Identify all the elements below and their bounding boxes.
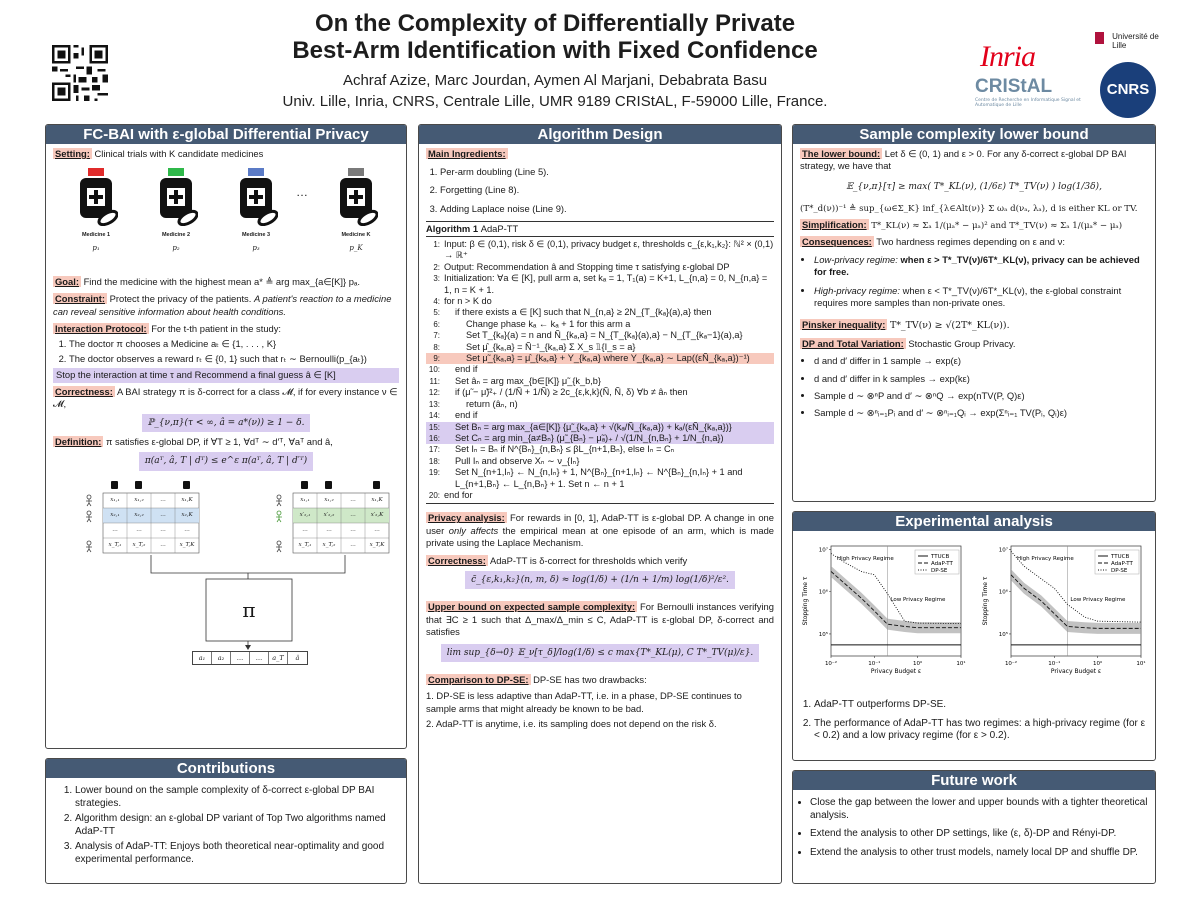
algorithm-line: [426, 262, 774, 273]
experimental-heading: Experimental analysis: [793, 512, 1155, 531]
line-text: if there exists a ∈ [K] such that N_{n,a} ≥ 2N_{T_{kₐ}(a),a} then: [455, 307, 712, 318]
algorithm-line: [426, 387, 774, 398]
future-item: • Extend the analysis to other trust models, namely local DP and shuffle DP.: [810, 847, 1148, 860]
line-text: Set Cₙ = arg min_{a≠Bₙ} (μ̃_{Bₙ} − μ̃ₐ)₊ / √(1/N_{n,Bₙ} + 1/N_{n,a}): [455, 432, 724, 443]
lower-bound-body: [793, 144, 1155, 428]
line-number: 11:: [429, 376, 440, 386]
contributions-list: [75, 785, 399, 866]
x-tick-label: 10¹: [1136, 661, 1146, 667]
line-text: Pull Iₙ and observe Xₙ ∼ ν_{Iₙ}: [455, 455, 580, 466]
upper-formula: lim sup_{δ→0} 𝔼_ν[τ_δ]/log(1/δ) ≤ c max{T*_KL(μ), C T*_TV(μ)/ε}.: [441, 644, 760, 662]
line-text: end if: [455, 410, 478, 421]
chart-right: [975, 538, 1150, 688]
protocol-text: For the t-th patient in the study:: [151, 322, 282, 334]
contributions-heading: Contributions: [46, 759, 406, 778]
annotation-high-privacy: High Privacy Regime: [1017, 556, 1074, 562]
fcbai-heading: FC-BAI with ε-global Differential Privacy: [46, 125, 406, 144]
line-text: Change phase kₐ ← kₐ + 1 for this arm a: [466, 318, 631, 329]
univ-lille-mark: [1095, 32, 1104, 44]
future-item: • Close the gap between the lower and upper bounds with a tighter theoretical analysis.: [810, 797, 1148, 822]
constraint-italic: A patient's reaction to a medicine can reveal sensitive information about health conditions.: [53, 293, 392, 317]
pinsker-row: [800, 319, 1148, 332]
experimental-item: 1. AdaP-TT outperforms DP-SE.: [814, 699, 1148, 712]
line-text: Set T_{kₐ}(a) = n and Ñ_{kₐ,a} = N_{T_{kₐ}(a),a} − N_{T_{kₐ−1}(a),a}: [466, 330, 743, 341]
definition-formula: π(aᵀ, â, T | dᵀ) ≤ e^ε π(aᵀ, â, T | d′ᵀ): [139, 452, 313, 470]
algorithm-line: [426, 410, 774, 421]
y-tick-label: 10⁷: [818, 547, 828, 554]
algorithm-title: [426, 221, 774, 237]
dptv-list: [814, 355, 1148, 419]
medicine-ellipsis: …: [296, 185, 308, 200]
table-cell: x₁,K: [371, 497, 383, 504]
medicine-bottle-icon: [234, 166, 278, 226]
simp-text: T*_KL(ν) ≈ Σₐ 1/(μₐ* − μₐ)² and T*_TV(ν) ≈ Σₐ 1/(μₐ* − μₐ): [871, 220, 1123, 231]
algorithm-line: [426, 456, 774, 467]
table-cell: x_T,K: [179, 542, 195, 549]
table-cell: …: [302, 527, 308, 534]
constraint-row: [53, 293, 399, 317]
algorithm-line: [426, 319, 774, 330]
line-text: Input: β ∈ (0,1), risk δ ∈ (0,1), privacy budget ε, thresholds c_{ε,k₁,k₂}: ℕ² × (0,1) → ℝ⁺: [444, 239, 774, 261]
line-number: 16:: [428, 433, 440, 443]
simp-label: Simplification:: [802, 218, 867, 230]
table-cell: x_T,K: [369, 542, 385, 549]
protocol-step: 2. The doctor observes a reward rₜ ∈ {0, 1} such that rₜ ∼ Bernoulli(p_{aₜ}): [69, 353, 399, 365]
algorithm-line: [426, 444, 774, 455]
line-number: 2:: [433, 262, 440, 272]
line-text: for n > K do: [444, 296, 492, 307]
table-cell: …: [374, 527, 380, 534]
compare-label: Comparison to DP-SE:: [428, 674, 529, 686]
lower-bound-panel: [792, 124, 1156, 502]
algorithm-heading: Algorithm Design: [419, 125, 781, 144]
line-text: Set âₙ = arg max_{b∈[K]} μ̃_{k_b,b}: [455, 375, 601, 386]
cons-row: [800, 236, 1148, 248]
table-cell: x′₂,₁: [299, 512, 311, 519]
cons-lead: High-privacy regime:: [814, 284, 900, 296]
table-cell: …: [112, 527, 118, 534]
dp-illustration: [53, 475, 399, 670]
ingredients-label: Main Ingredients:: [428, 148, 506, 159]
institution-logos: [965, 28, 1165, 123]
upper-bound: [426, 601, 774, 638]
ingredients-label-row: [426, 148, 774, 160]
poster-title: [230, 10, 880, 64]
dptv-item: • d and d′ differ in 1 sample → exp(ε): [814, 355, 1148, 367]
contributions-panel: [45, 758, 407, 884]
line-text: end for: [444, 489, 473, 500]
line-text: Set μ̂_{kₐ,a} = Ñ⁻¹_{kₐ,a} Σ X_s 𝟙{I_s = a}: [466, 341, 636, 352]
algorithm-line: [426, 422, 774, 433]
cons-item: [814, 254, 1148, 278]
annotation-low-privacy: Low Privacy Regime: [890, 597, 946, 603]
line-number: 18:: [428, 456, 440, 466]
cristal-label: CRIStAL: [975, 76, 1053, 97]
medicine-1: [71, 166, 121, 254]
output-cell: â: [295, 653, 300, 662]
y-tick-label: 10⁵: [818, 631, 828, 638]
medicine-bottle-icon: [154, 166, 198, 226]
setting-text: Clinical trials with K candidate medicines: [94, 148, 264, 159]
line-number: 5:: [433, 308, 440, 318]
legend-label: DP-SE: [1111, 568, 1128, 574]
medicine-k-name: Medicine K: [341, 232, 371, 239]
lb-formula: 𝔼_{ν,π}[τ] ≥ max( T*_KL(ν), (1/6ε) T*_TV(ν) ) log(1/3δ),: [846, 182, 1102, 193]
legend-label: AdaP-TT: [931, 561, 953, 567]
output-cell: a₁: [193, 652, 212, 664]
legend-label: TTUCB: [931, 554, 950, 560]
output-cell: …: [250, 652, 269, 664]
line-text: if (μ̃ − μ̃)²₊ / (1/Ñ + 1/Ñ) ≥ 2c_{ε,k,k}(Ñ, Ñ, δ) ∀b ≠ âₙ then: [455, 387, 688, 398]
table-cell: …: [160, 512, 166, 519]
lb-label: The lower bound:: [802, 148, 881, 159]
stop-text: Stop the interaction at time τ and Recommend a final guess â ∈ [K]: [53, 368, 399, 382]
line-number: 17:: [428, 445, 440, 455]
y-axis-label: Stopping Time τ: [982, 576, 989, 626]
cons-text: Two hardness regimes depending on ε and ν:: [876, 236, 1065, 248]
algorithm-line: [426, 364, 774, 375]
x-tick-label: 10⁻¹: [1048, 661, 1061, 667]
ingredient-item: 3. Adding Laplace noise (Line 9).: [440, 203, 774, 215]
dptv-label: DP and Total Variation:: [802, 338, 904, 350]
table-cell: …: [160, 527, 166, 534]
cristal-logo: [975, 76, 1085, 108]
algorithm-panel: [418, 124, 782, 884]
univ-lille-label: Université de Lille: [1112, 32, 1159, 50]
cons-lead: Low-privacy regime:: [814, 254, 898, 266]
line-number: 6:: [433, 319, 440, 329]
line-text: Set Bₙ = arg max_{a∈[K]} {μ̃_{kₐ,a} + √(kₐ/Ñ_{kₐ,a}) + kₐ/(εÑ_{kₐ,a})}: [455, 421, 732, 432]
x-tick-label: 10⁻¹: [868, 661, 881, 667]
lower-bound-heading: Sample complexity lower bound: [793, 125, 1155, 144]
table-cell: x₂,₁: [110, 512, 120, 519]
output-cell: a₂: [212, 652, 231, 664]
dptv-text: Stochastic Group Privacy.: [908, 338, 1016, 350]
title-line-1: On the Complexity of Differentially Private: [314, 10, 796, 37]
upper-label: Upper bound on expected sample complexity:: [428, 601, 636, 613]
cons-item: [814, 285, 1148, 309]
line-number: 1:: [433, 240, 440, 250]
cons-label: Consequences:: [802, 236, 872, 248]
annotation-low-privacy: Low Privacy Regime: [1070, 597, 1126, 603]
algorithm-line: [426, 296, 774, 307]
privacy-analysis: [426, 512, 774, 549]
algorithm-line: [426, 399, 774, 410]
line-number: 8:: [433, 342, 440, 352]
table-cell: …: [350, 497, 356, 504]
table-cell: x₂,K: [181, 512, 193, 519]
cristal-subtitle: Centre de Recherche en Informatique Signal et Automatique de Lille: [975, 98, 1081, 108]
line-text: Initialization: ∀a ∈ [K], pull arm a, set kₐ = 1, T₁(a) = K+1, L_{n,a} = 0, N_{n,a} = 1, n = K + 1.: [444, 273, 768, 295]
medicine-2-p: p₂: [172, 243, 180, 252]
correctness-label: Correctness:: [55, 385, 113, 397]
authors: Achraf Azize, Marc Jourdan, Aymen Al Marjani, Debabrata Basu: [342, 72, 768, 89]
lb-row: [800, 148, 1148, 172]
table-cell: x_T,₂: [322, 542, 336, 549]
left-table-cells: [103, 493, 199, 553]
contribution-item: 3. Analysis of AdaP-TT: Enjoys both theoretical near-optimality and good experimental performance.: [75, 841, 399, 866]
line-number: 19:: [428, 468, 440, 478]
table-cell: x_T,₁: [298, 542, 312, 549]
protocol-row: [53, 323, 399, 335]
definition-text: π satisfies ε-global DP, if ∀T ≥ 1, ∀dᵀ ∼ d′ᵀ, ∀aᵀ and â,: [105, 436, 333, 448]
cnrs-logo: [1100, 62, 1156, 118]
algorithm-line: [426, 239, 774, 262]
dptv-item: • Sample d ∼ ⊗ⁿP and d′ ∼ ⊗ⁿQ → exp(nTV(P, Q)ε): [814, 390, 1148, 402]
medicine-1-name: Medicine 1: [81, 232, 111, 239]
cons-body: when ε < T*_TV(ν)/6T*_KL(ν), the ε-global constraint requires more samples than non-private ones.: [814, 284, 1122, 308]
privacy-italic: only affects: [448, 524, 499, 536]
threshold-formula: c̃_{ε,k₁,k₂}(n, m, δ) ≈ log(1/δ) + (1/n + 1/m) log(1/δ)²/ε².: [465, 571, 735, 589]
y-tick-label: 10⁶: [818, 589, 828, 596]
medicine-k-p: p_K: [349, 243, 363, 252]
algorithm-line: [426, 353, 774, 364]
correctness-text: A BAI strategy π is δ-correct for a class 𝓜, if for every instance ν ∈ 𝓜,: [53, 385, 398, 409]
medicine-3-p: p₃: [252, 243, 260, 252]
legend-label: AdaP-TT: [1111, 561, 1133, 567]
fcbai-panel: [45, 124, 407, 749]
algorithm-number: Algorithm 1: [426, 222, 479, 234]
cnrs-label: CNRS: [1106, 81, 1150, 98]
definition-label: Definition:: [55, 436, 102, 448]
lb-text: Let δ ∈ (0, 1) and ε > 0. For any δ-correct ε-global DP BAI strategy, we have that: [800, 148, 1127, 172]
table-cell: x′₂,₂: [323, 512, 335, 519]
medicine-2-name: Medicine 2: [161, 232, 191, 239]
chart-left: [795, 538, 970, 688]
simp-row: [800, 219, 1148, 232]
setting-row: [53, 148, 399, 160]
line-number: 12:: [428, 388, 440, 398]
output-sequence: [192, 651, 308, 665]
x-tick-label: 10⁻²: [824, 661, 838, 667]
medicine-bottle-icon: [74, 166, 118, 226]
table-cell: x₁,₁: [300, 497, 310, 504]
ingredient-item: 2. Forgetting (Line 8).: [440, 184, 774, 196]
table-cell: …: [136, 527, 142, 534]
inria-logo: Inria: [980, 40, 1035, 73]
future-item: • Extend the analysis to other DP settings, like (ε, δ)-DP and Rényi-DP.: [810, 828, 1148, 841]
table-cell: …: [160, 542, 166, 549]
privacy-text-1: For rewards in [0, 1], AdaP-TT is ε-global DP. A change in one user: [426, 512, 774, 536]
future-work-list: [810, 797, 1148, 859]
algorithm-line: [426, 273, 774, 296]
lb-definition: (T*_d(ν))⁻¹ ≜ sup_{ω∈Σ_K} inf_{λ∈Alt(ν)} Σ ωₐ d(νₐ, λₐ), d is either KL or TV.: [800, 203, 1138, 214]
table-cell: …: [350, 542, 356, 549]
table-cell: x_T,₂: [132, 542, 146, 549]
algorithm-line: [426, 433, 774, 444]
table-cell: …: [160, 497, 166, 504]
output-cell: …: [231, 652, 250, 664]
experimental-list: [814, 699, 1148, 743]
cons-body: when ε > T*_TV(ν)/6T*_KL(ν), privacy can be achieved for free.: [814, 254, 1140, 278]
medicines-illustration: [53, 166, 399, 276]
experimental-panel: [792, 511, 1156, 761]
y-axis-label: Stopping Time τ: [802, 576, 809, 626]
cons-list: [814, 254, 1148, 309]
correctness-row: [53, 386, 399, 410]
table-cell: x_T,₁: [108, 542, 122, 549]
legend-label: TTUCB: [1111, 554, 1130, 560]
correctness-analysis: [426, 555, 774, 567]
future-work-panel: [792, 770, 1156, 884]
future-work-heading: Future work: [793, 771, 1155, 790]
line-number: 20:: [428, 490, 440, 500]
table-cell: …: [350, 527, 356, 534]
line-number: 3:: [433, 274, 440, 284]
dptv-row: [800, 338, 1148, 350]
x-tick-label: 10⁰: [913, 661, 923, 667]
goal-row: [53, 276, 399, 288]
legend-label: DP-SE: [931, 568, 948, 574]
pinsker-text: T*_TV(ν) ≥ √(2T*_KL(ν)).: [889, 320, 1010, 332]
x-axis-label: Privacy Budget ε: [1050, 668, 1102, 675]
definition-row: [53, 436, 399, 448]
medicine-2: [151, 166, 201, 254]
qr-code: [52, 38, 108, 108]
y-tick-label: 10⁵: [998, 631, 1008, 638]
goal-text: Find the medicine with the highest mean a* ≜ arg max_{a∈[K]} pₐ.: [83, 276, 361, 288]
algorithm-lines: [426, 237, 774, 504]
x-tick-label: 10⁰: [1093, 661, 1103, 667]
table-cell: x₂,₂: [134, 512, 144, 519]
table-cell: x₁,₁: [110, 497, 120, 504]
experimental-body: [793, 692, 1155, 750]
line-text: end if: [455, 364, 478, 375]
line-text: Set N_{n+1,Iₙ} ← N_{n,Iₙ} + 1, N^{Bₙ}_{n+1,Iₙ} ← N^{Bₙ}_{n,Iₙ} + 1 and L_{n+1,Bₙ} ← L_{n,Bₙ} + 1. Set n ← n + 1: [455, 467, 743, 489]
protocol-label: Interaction Protocol:: [55, 322, 147, 334]
line-number: 7:: [433, 331, 440, 341]
y-tick-label: 10⁷: [998, 547, 1008, 554]
column-bottle-icons: [111, 481, 380, 489]
algorithm-body: [419, 144, 781, 734]
title-line-2: Best-Arm Identification with Fixed Confidence: [292, 37, 818, 64]
line-number: 9:: [433, 354, 440, 364]
compare-item: 2. AdaP-TT is anytime, i.e. its sampling does not depend on the risk δ.: [426, 717, 717, 729]
setting-label: Setting:: [55, 148, 90, 159]
protocol-step: 1. The doctor π chooses a Medicine aₜ ∈ {1, . . . , K}: [69, 338, 399, 350]
correct-text: AdaP-TT is δ-correct for thresholds which verify: [489, 554, 688, 566]
line-number: 15:: [428, 422, 440, 432]
algorithm-line: [426, 490, 774, 501]
medicine-1-p: p₁: [92, 243, 100, 252]
compare-text: DP-SE has two drawbacks:: [533, 674, 647, 686]
privacy-label: Privacy analysis:: [428, 512, 505, 524]
contribution-item: 1. Lower bound on the sample complexity of δ-correct ε-global DP BAI strategies.: [75, 785, 399, 810]
table-cell: x₁,₂: [134, 497, 144, 504]
medicine-k: [331, 166, 381, 254]
algorithm-line: [426, 467, 774, 490]
x-tick-label: 10¹: [956, 661, 966, 667]
pi-symbol: π: [242, 597, 256, 622]
goal-label: Goal:: [55, 276, 79, 288]
line-text: return (âₙ, n): [466, 398, 518, 409]
x-tick-label: 10⁻²: [1004, 661, 1018, 667]
constraint-label: Constraint:: [55, 293, 105, 305]
algorithm-name: AdaP-TT: [480, 222, 519, 234]
line-text: Output: Recommendation â and Stopping time τ satisfying ε-global DP: [444, 261, 730, 272]
algorithm-line: [426, 342, 774, 353]
dptv-item: • Sample d ∼ ⊗ⁿᵢ₌₁Pᵢ and d′ ∼ ⊗ⁿᵢ₌₁Qᵢ → exp(Σⁿᵢ₌₁ TV(Pᵢ, Qᵢ)ε): [814, 407, 1148, 419]
affiliation: Univ. Lille, Inria, CNRS, Centrale Lille, UMR 9189 CRIStAL, F-59000 Lille, France.: [282, 93, 828, 110]
line-number: 14:: [428, 411, 440, 421]
contribution-item: 2. Algorithm design: an ε-global DP variant of Top Two algorithms named AdaP-TT: [75, 813, 399, 838]
fcbai-body: [46, 144, 406, 674]
compare-item: 1. DP-SE is less adaptive than AdaP-TT, i.e. in a phase, DP-SE continues to sample arms that might already be known to be bad.: [426, 690, 742, 714]
comparison: [426, 674, 774, 686]
table-cell: …: [184, 527, 190, 534]
experimental-item: 2. The performance of AdaP-TT has two regimes: a high-privacy regime (for ε < 0.2) and a low privacy regime (for ε > 0.2).: [814, 718, 1148, 743]
x-axis-label: Privacy Budget ε: [870, 668, 922, 675]
table-cell: x₁,K: [181, 497, 193, 504]
univ-lille-logo: [1095, 32, 1167, 52]
correct-label: Correctness:: [428, 554, 486, 566]
table-cell: …: [326, 527, 332, 534]
correctness-formula: ℙ_{ν,π}(τ < ∞, â = a*(ν)) ≥ 1 − δ.: [142, 414, 311, 432]
contributions-body: [46, 778, 406, 873]
constraint-text: Protect the privacy of the patients.: [109, 293, 252, 305]
pinsker-label: Pinsker inequality:: [802, 319, 886, 331]
table-cell: x₁,₂: [324, 497, 334, 504]
upper-text: For Bernoulli instances verifying that ∃C ≥ 1 such that Δ_max/Δ_min ≤ C, AdaP-TT is ε-global DP, δ-correct and satisfies: [426, 601, 774, 637]
algorithm-line: [426, 307, 774, 318]
flow-lines: [151, 555, 345, 579]
ingredient-item: 1. Per-arm doubling (Line 5).: [440, 166, 774, 178]
privacy-text-2: the empirical mean at one episode of an arm, which is made private using the Laplace Mechanism.: [426, 524, 774, 548]
algorithm-line: [426, 376, 774, 387]
right-table-cells: [293, 493, 389, 553]
table-cell: x′₂,K: [370, 512, 384, 519]
future-work-body: [793, 790, 1155, 866]
table-cell: …: [350, 512, 356, 519]
line-number: 13:: [428, 399, 440, 409]
output-cell: a_T: [269, 652, 288, 664]
dptv-item: • d and d′ differ in k samples → exp(kε): [814, 373, 1148, 385]
line-number: 10:: [428, 365, 440, 375]
algorithm-line: [426, 330, 774, 341]
line-text: Set μ̃_{kₐ,a} = μ̂_{kₐ,a} + Y_{kₐ,a} where Y_{kₐ,a} ∼ Lap((εÑ_{kₐ,a})⁻¹): [466, 353, 750, 364]
protocol-steps: [69, 338, 399, 365]
line-text: Set Iₙ = Bₙ if N^{Bₙ}_{n,Bₙ} ≤ βL_{n+1,Bₙ}, else Iₙ = Cₙ: [455, 444, 675, 455]
y-tick-label: 10⁶: [998, 589, 1008, 596]
medicine-3: [231, 166, 281, 254]
ingredients-list: [440, 166, 774, 215]
line-number: 4:: [433, 297, 440, 307]
medicine-3-name: Medicine 3: [241, 232, 271, 239]
annotation-high-privacy: High Privacy Regime: [837, 556, 894, 562]
medicine-bottle-icon: [334, 166, 378, 226]
